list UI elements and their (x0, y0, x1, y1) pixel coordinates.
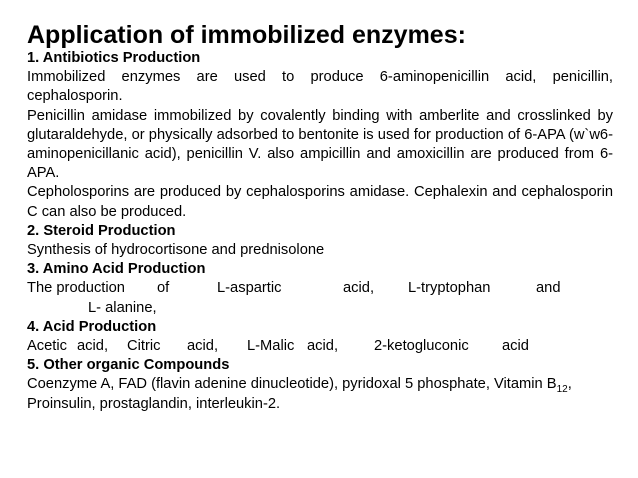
paragraph-other-compounds (27, 375, 613, 413)
heading-other-compounds: 5. Other organic Compounds (27, 357, 230, 374)
compounds-subscript: 12 (556, 384, 568, 396)
word: Citric (127, 338, 161, 355)
amino-acid-line (27, 279, 613, 298)
slide-title: Application of immobilized enzymes: (27, 21, 466, 49)
heading-antibiotics: 1. Antibiotics Production (27, 50, 201, 66)
acid-line (27, 337, 613, 356)
word: Acetic (27, 338, 67, 355)
paragraph-cephalosporins: Cepholosporins are produced by cephalosporins amidase. Cephalexin and cephalosporin C can also be produced. (27, 184, 613, 220)
word: of (157, 280, 170, 297)
word: acid, (187, 338, 219, 355)
slide-content (27, 49, 613, 414)
word: acid, (343, 280, 375, 297)
word: acid, (307, 338, 339, 355)
word: acid, (77, 338, 109, 355)
word: L-Malic (247, 338, 295, 355)
word: and (536, 280, 561, 297)
word: The production (27, 280, 125, 297)
paragraph-penicillin-amidase: Penicillin amidase immobilized by covalently binding with amberlite and crosslinked by glutaraldehyde, or physically adsorbed to bentonite is used for production of 6-APA (w`w6-aminopenicillanic acid), penicillin V. also ampicillin and amoxicillin are produced from 6-APA. (27, 107, 613, 182)
amino-acid-continuation: L- alanine, (88, 299, 157, 316)
compounds-text-b: , Proinsulin, prostaglandin, interleukin-2. (27, 376, 572, 412)
paragraph-immobilized-enzymes: Immobilized enzymes are used to produce 6-aminopenicillin acid, penicillin, cephalosporin. (27, 69, 613, 105)
word: L-tryptophan (408, 280, 491, 297)
word: L-aspartic (217, 280, 282, 297)
word: acid (502, 338, 529, 355)
compounds-text-a: Coenzyme A, FAD (flavin adenine dinucleotide), pyridoxal 5 phosphate, Vitamin B (27, 376, 557, 393)
paragraph-steroid: Synthesis of hydrocortisone and prednisolone (27, 242, 325, 259)
heading-steroid: 2. Steroid Production (27, 222, 176, 239)
word: 2-ketogluconic (374, 338, 469, 355)
heading-acid: 4. Acid Production (27, 318, 157, 335)
heading-amino-acid: 3. Amino Acid Production (27, 261, 206, 278)
